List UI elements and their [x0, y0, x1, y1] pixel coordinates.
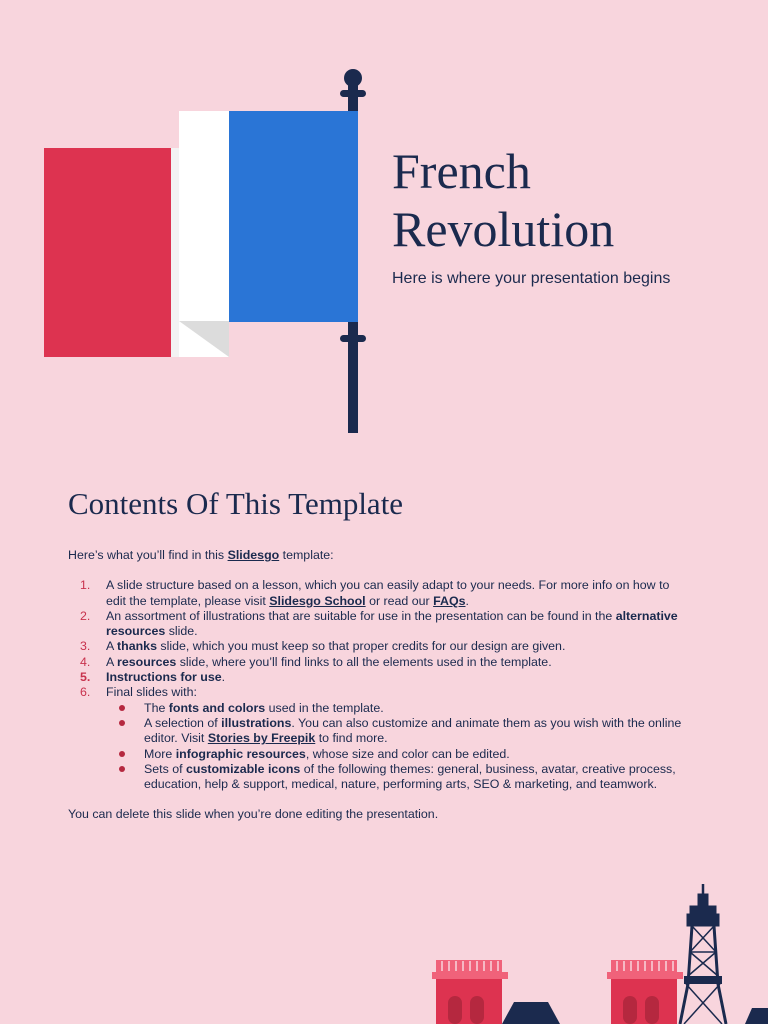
- item-bold-text: Instructions for use: [106, 670, 222, 685]
- bullet-dot: [119, 720, 125, 726]
- sub-list-item: [106, 716, 688, 747]
- contents-list: [68, 578, 688, 792]
- eiffel-tower: [680, 884, 726, 1024]
- flag-blue-stripe: [229, 111, 358, 322]
- sub-item-text: More: [144, 746, 176, 761]
- list-item: [68, 578, 688, 609]
- roof-right: [745, 1008, 768, 1024]
- sub-item-text: The: [144, 700, 169, 715]
- sub-item-text: A selection of: [144, 715, 222, 730]
- slidesgo-link[interactable]: Slidesgo: [227, 548, 280, 562]
- sub-item-text: . You can also customize and animate them as you wish with the online editor. Visit: [144, 715, 682, 746]
- sub-list-item: [106, 762, 688, 793]
- title-slide: [0, 0, 768, 450]
- item-text: slide, where you’ll find links to all the elements used in the template.: [176, 654, 552, 669]
- slidesgo-school-link[interactable]: Slidesgo School: [269, 593, 366, 608]
- intro-paragraph: [68, 548, 688, 563]
- pole-finial: [344, 69, 362, 87]
- bullet-dot: [119, 766, 125, 772]
- outro-paragraph: You can delete this slide when you’re done editing the presentation.: [68, 807, 439, 822]
- sub-item-text: used in the template.: [265, 700, 384, 715]
- sub-list: [106, 701, 688, 793]
- sub-item-text: , whose size and color can be edited.: [305, 746, 510, 761]
- presentation-title: [392, 142, 614, 258]
- item-text: .: [221, 670, 226, 685]
- contents-slide: [0, 450, 768, 1024]
- list-item: [68, 685, 688, 792]
- bullet-dot: [119, 751, 125, 757]
- stories-by-freepik-link[interactable]: Stories by Freepik: [207, 731, 316, 746]
- item-text: A: [106, 654, 118, 669]
- sub-item-text: Sets of: [144, 761, 187, 776]
- item-bold-text: resources: [117, 654, 177, 669]
- sub-item-bold-text: customizable icons: [186, 761, 301, 776]
- item-bold-text: thanks: [117, 639, 157, 654]
- item-bold-text: alternative resources: [106, 608, 678, 639]
- list-number: 1.: [80, 578, 91, 593]
- list-number: 6.: [80, 685, 91, 700]
- list-number: 4.: [80, 654, 91, 669]
- list-number: 2.: [80, 608, 91, 623]
- intro-text-end: template:: [279, 548, 334, 562]
- roof-left: [502, 1002, 560, 1024]
- sub-item-text: to find more.: [315, 731, 388, 746]
- list-item: [68, 670, 688, 685]
- list-item: [68, 639, 688, 654]
- list-item: [68, 655, 688, 670]
- sub-item-text: of the following themes: general, business, avatar, creative process, education, help & support, medical, nature, performing arts, SEO & marketing, and teamwork.: [144, 761, 676, 792]
- sub-item-bold-text: fonts and colors: [168, 700, 266, 715]
- flag-red-stripe: [44, 148, 171, 357]
- sub-list-item: [106, 701, 688, 716]
- list-item: [68, 609, 688, 640]
- pole-collar-top: [340, 90, 366, 97]
- flag-white-fold-edge: [171, 148, 179, 357]
- list-number: 3.: [80, 639, 91, 654]
- item-text: Final slides with:: [106, 685, 197, 700]
- sub-list-item: [106, 747, 688, 762]
- title-line-2: Revolution: [392, 201, 615, 257]
- item-text: slide, which you must keep so that proper credits for our design are given.: [156, 639, 566, 654]
- flag-white-stripe: [179, 111, 229, 357]
- paris-skyline-illustration: [0, 884, 768, 1024]
- faqs-link[interactable]: FAQs: [433, 593, 466, 608]
- item-text: An assortment of illustrations that are suitable for use in the presentation can be found in the: [106, 608, 616, 623]
- intro-text: Here’s what you’ll find in this: [68, 548, 228, 562]
- item-text: slide.: [165, 624, 198, 639]
- french-flag-illustration: [0, 0, 768, 450]
- presentation-subtitle: Here is where your presentation begins: [392, 270, 671, 287]
- item-text: A: [106, 639, 118, 654]
- title-line-1: French: [392, 143, 531, 199]
- left-building: [432, 960, 508, 1024]
- contents-body: [68, 548, 688, 823]
- sub-item-bold-text: illustrations: [221, 715, 292, 730]
- contents-title: Contents Of This Template: [68, 486, 404, 521]
- bullet-dot: [119, 705, 125, 711]
- item-text: .: [465, 593, 469, 608]
- item-text: A slide structure based on a lesson, which you can easily adapt to your needs. For more info on how to edit the template, please visit: [106, 578, 670, 608]
- right-building: [607, 960, 683, 1024]
- sub-item-bold-text: infographic resources: [175, 746, 306, 761]
- item-text: or read our: [365, 593, 434, 608]
- list-number: 5.: [80, 670, 91, 685]
- pole-collar-bottom: [340, 335, 366, 342]
